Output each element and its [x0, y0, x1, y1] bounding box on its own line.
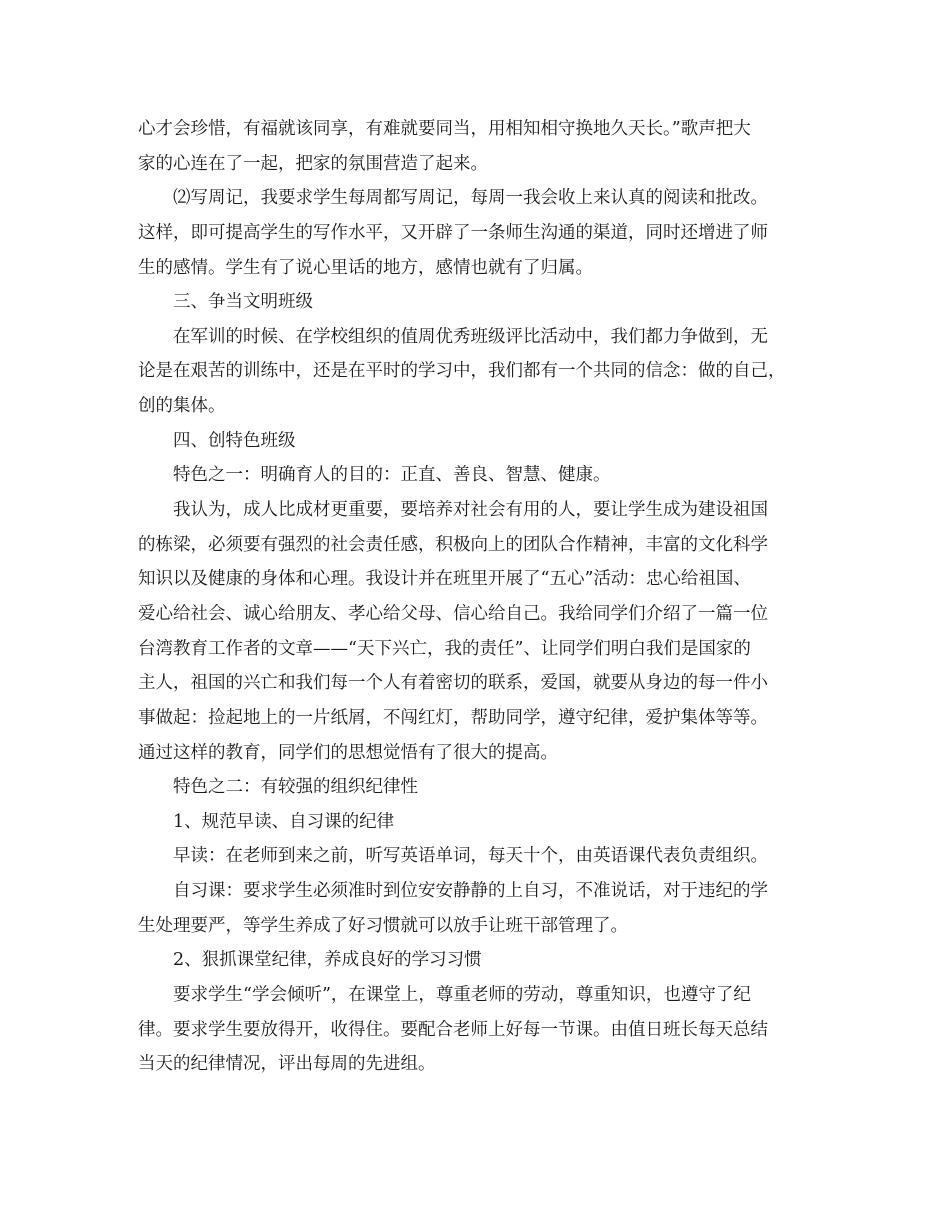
text-line: 爱心给社会、诚心给朋友、孝心给父母、信心给自己。我给同学们介绍了一篇一位: [138, 603, 768, 624]
text-line: 在军训的时候、在学校组织的值周优秀班级评比活动中，我们都力争做到，无: [173, 326, 768, 347]
document-body: [138, 112, 822, 1082]
text-line: 台湾教育工作者的文章——“天下兴亡，我的责任”、让同学们明白我们是国家的: [138, 638, 751, 659]
text-line: 心才会珍惜，有福就该同享，有难就要同当，用相知相守换地久天长。”歌声把大: [138, 119, 751, 139]
section-heading: 四、创特色班级: [173, 430, 296, 451]
text-line: 律。要求学生要放得开，收得住。要配合老师上好每一节课。由值日班长每天总结: [138, 1019, 768, 1040]
text-line: 自习课：要求学生必须准时到位安安静静的上自习，不准说话，对于违纪的学: [173, 881, 768, 902]
text-line: 当天的纪律情况，评出每周的先进组。: [138, 1054, 436, 1075]
text-line: 家的心连在了一起，把家的氛围营造了起来。: [138, 153, 488, 174]
text-line: 主人，祖国的兴亡和我们每一个人有着密切的联系，爱国，就要从身边的每一件小: [138, 673, 768, 694]
text-line: 的栋梁，必须要有强烈的社会责任感，积极向上的团队合作精神，丰富的文化科学: [138, 534, 768, 555]
text-line: 特色之二：有较强的组织纪律性: [173, 777, 418, 798]
text-line: 事做起：捡起地上的一片纸屑，不闯红灯，帮助同学，遵守纪律，爱护集体等等。: [138, 707, 768, 728]
text-line: 1、规范早读、自习课的纪律: [173, 811, 395, 832]
text-line: 生的感情。学生有了说心里话的地方，感情也就有了归属。: [138, 257, 593, 278]
text-line: 要求学生“学会倾听”，在课堂上，尊重老师的劳动，尊重知识，也遵守了纪: [173, 985, 751, 1006]
text-line: 知识以及健康的身体和心理。我设计并在班里开展了“五心”活动：忠心给祖国、: [138, 569, 751, 590]
text-line: 特色之一：明确育人的目的：正直、善良、智慧、健康。: [173, 465, 611, 486]
text-line: 生处理要严，等学生养成了好习惯就可以放手让班干部管理了。: [138, 915, 628, 936]
text-line: 2、狠抓课堂纪律，养成良好的学习习惯: [173, 950, 482, 971]
text-line: 我认为，成人比成材更重要，要培养对社会有用的人，要让学生成为建设祖国: [173, 500, 768, 521]
text-line: 通过这样的教育，同学们的思想觉悟有了很大的提高。: [138, 742, 558, 763]
section-heading: 三、争当文明班级: [173, 292, 313, 313]
text-line: 论是在艰苦的训练中，还是在平时的学习中，我们都有一个共同的信念：做的自己，: [138, 361, 786, 382]
text-line: ⑵写周记，我要求学生每周都写周记，每周一我会收上来认真的阅读和批改。: [173, 188, 768, 209]
text-line: 这样，即可提高学生的写作水平，又开辟了一条师生沟通的渠道，同时还增进了师: [138, 222, 768, 243]
text-line: 创的集体。: [138, 396, 226, 417]
text-line: 早读：在老师到来之前，听写英语单词，每天十个，由英语课代表负责组织。: [173, 846, 768, 867]
